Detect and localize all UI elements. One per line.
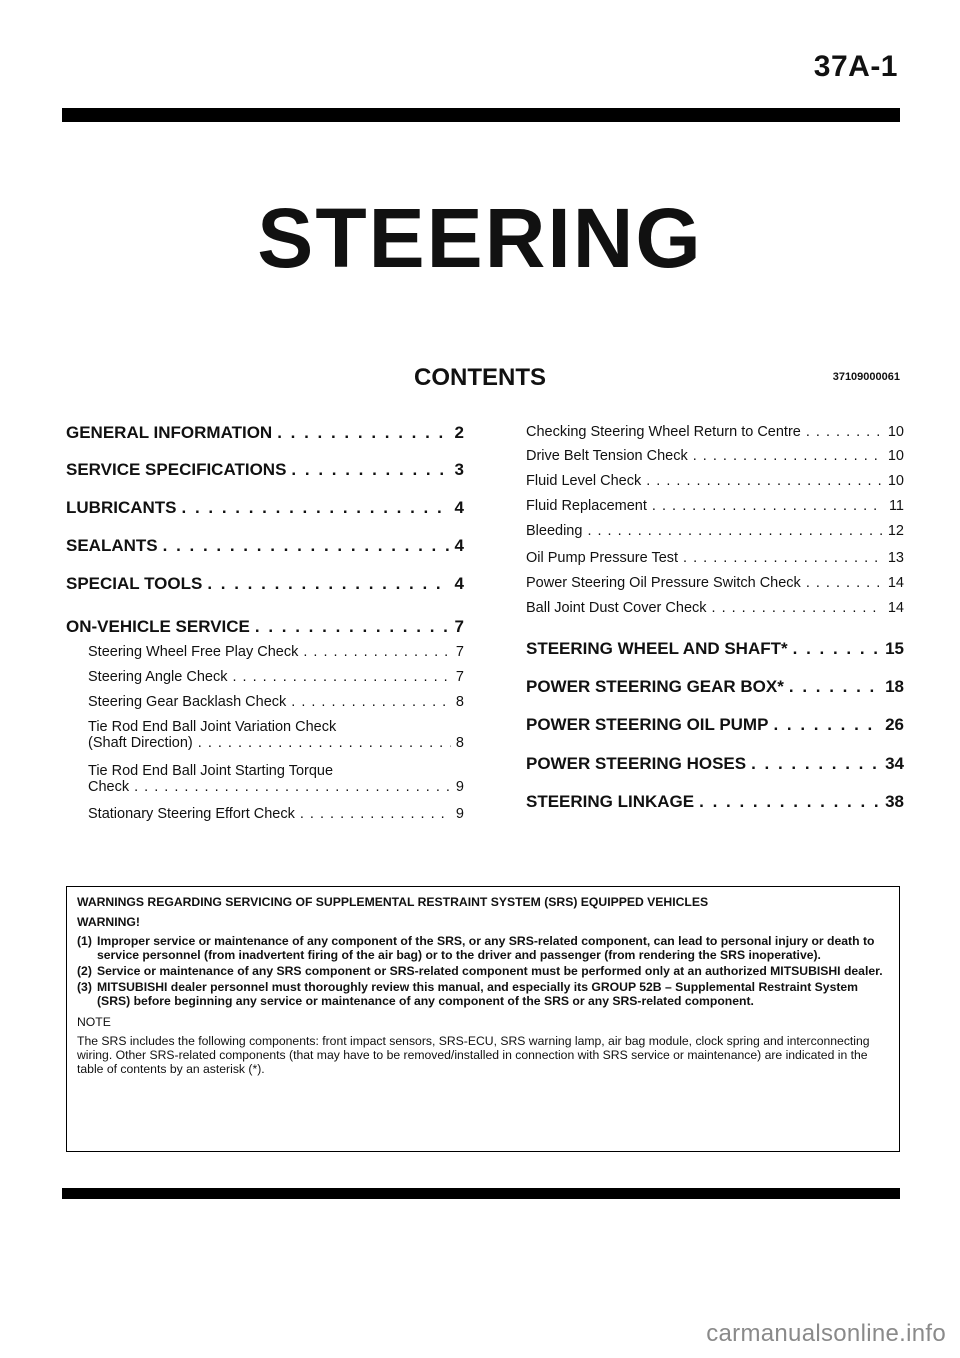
srs-warning-box: [66, 886, 900, 1152]
toc-subitem[interactable]: Steering Gear Backlash Check . . . 8: [88, 694, 464, 710]
toc-subitem[interactable]: Fluid Level Check . . . 10: [526, 473, 904, 489]
toc-subitem[interactable]: Tie Rod End Ball Joint Variation Check (Shaft Direction) . . . 8: [88, 719, 464, 751]
toc-subitem[interactable]: Bleeding . . . 12: [526, 523, 904, 539]
warning-item: (1) Improper service or maintenance of any component of the SRS, or any SRS-related component, can lead to personal injury or death to service personnel (from inadvertent firing of the air bag) or to the driver and passenger (from rendering the SRS inoperative).: [77, 934, 875, 962]
toc-item[interactable]: SERVICE SPECIFICATIONS . . . 3: [66, 460, 464, 480]
top-rule: [62, 108, 900, 122]
toc-item[interactable]: SPECIAL TOOLS . . . 4: [66, 574, 464, 594]
toc-item[interactable]: GENERAL INFORMATION . . . 2: [66, 423, 464, 443]
toc-item[interactable]: STEERING WHEEL AND SHAFT* . . . 15: [526, 639, 904, 659]
contents-heading: CONTENTS: [414, 364, 546, 391]
toc-item[interactable]: SEALANTS . . . 4: [66, 536, 464, 556]
bottom-rule: [62, 1188, 900, 1199]
toc-subitem[interactable]: Tie Rod End Ball Joint Starting Torque Check . . . 9: [88, 763, 464, 795]
toc-subitem[interactable]: Fluid Replacement . . . 11: [526, 498, 904, 514]
toc-subitem[interactable]: Checking Steering Wheel Return to Centre . . . 10: [526, 424, 904, 440]
toc-item[interactable]: POWER STEERING GEAR BOX* . . . 18: [526, 677, 904, 697]
warning-item: (3) MITSUBISHI dealer personnel must thoroughly review this manual, and especially its GROUP 52B – Supplemental Restraint System (SRS) before beginning any service or maintenance of any component of the SRS or any SRS-related component.: [77, 980, 859, 1008]
toc-subitem[interactable]: Power Steering Oil Pressure Switch Check . . . 14: [526, 575, 904, 591]
note-label: NOTE: [77, 1015, 111, 1029]
toc-item[interactable]: POWER STEERING HOSES . . . 34: [526, 754, 904, 774]
warning-item: (2) Service or maintenance of any SRS component or SRS-related component must be performed only at an authorized MITSUBISHI dealer.: [77, 964, 883, 978]
toc-subitem[interactable]: Drive Belt Tension Check . . . 10: [526, 448, 904, 464]
page-number: 37A-1: [813, 50, 898, 83]
note-text: The SRS includes the following components: front impact sensors, SRS-ECU, SRS warning lamp, air bag module, clock spring and interconnecting wiring. Other SRS-related components (that may have to be removed/installed in connection with SRS service or maintenance) are indicated in the table of contents by an asterisk (*).: [77, 1034, 870, 1076]
toc-subitem[interactable]: Ball Joint Dust Cover Check . . . 14: [526, 600, 904, 616]
document-code: 37109000061: [832, 371, 900, 383]
main-title: STEERING: [257, 191, 703, 285]
toc-subitem[interactable]: Oil Pump Pressure Test . . . 13: [526, 550, 904, 566]
toc-item[interactable]: POWER STEERING OIL PUMP . . . 26: [526, 715, 904, 735]
warning-label: WARNING!: [77, 915, 140, 929]
toc-subitem[interactable]: Stationary Steering Effort Check . . . 9: [88, 806, 464, 822]
toc-subitem[interactable]: Steering Wheel Free Play Check . . . 7: [88, 644, 464, 660]
toc-item[interactable]: STEERING LINKAGE . . . 38: [526, 792, 904, 812]
warning-heading: WARNINGS REGARDING SERVICING OF SUPPLEMENTAL RESTRAINT SYSTEM (SRS) EQUIPPED VEHICLES: [77, 895, 709, 909]
toc-item[interactable]: LUBRICANTS . . . 4: [66, 498, 464, 518]
toc-item[interactable]: ON-VEHICLE SERVICE . . . 7: [66, 617, 464, 637]
toc-subitem[interactable]: Steering Angle Check . . . 7: [88, 669, 464, 685]
watermark: carmanualsonline.info: [706, 1320, 946, 1347]
